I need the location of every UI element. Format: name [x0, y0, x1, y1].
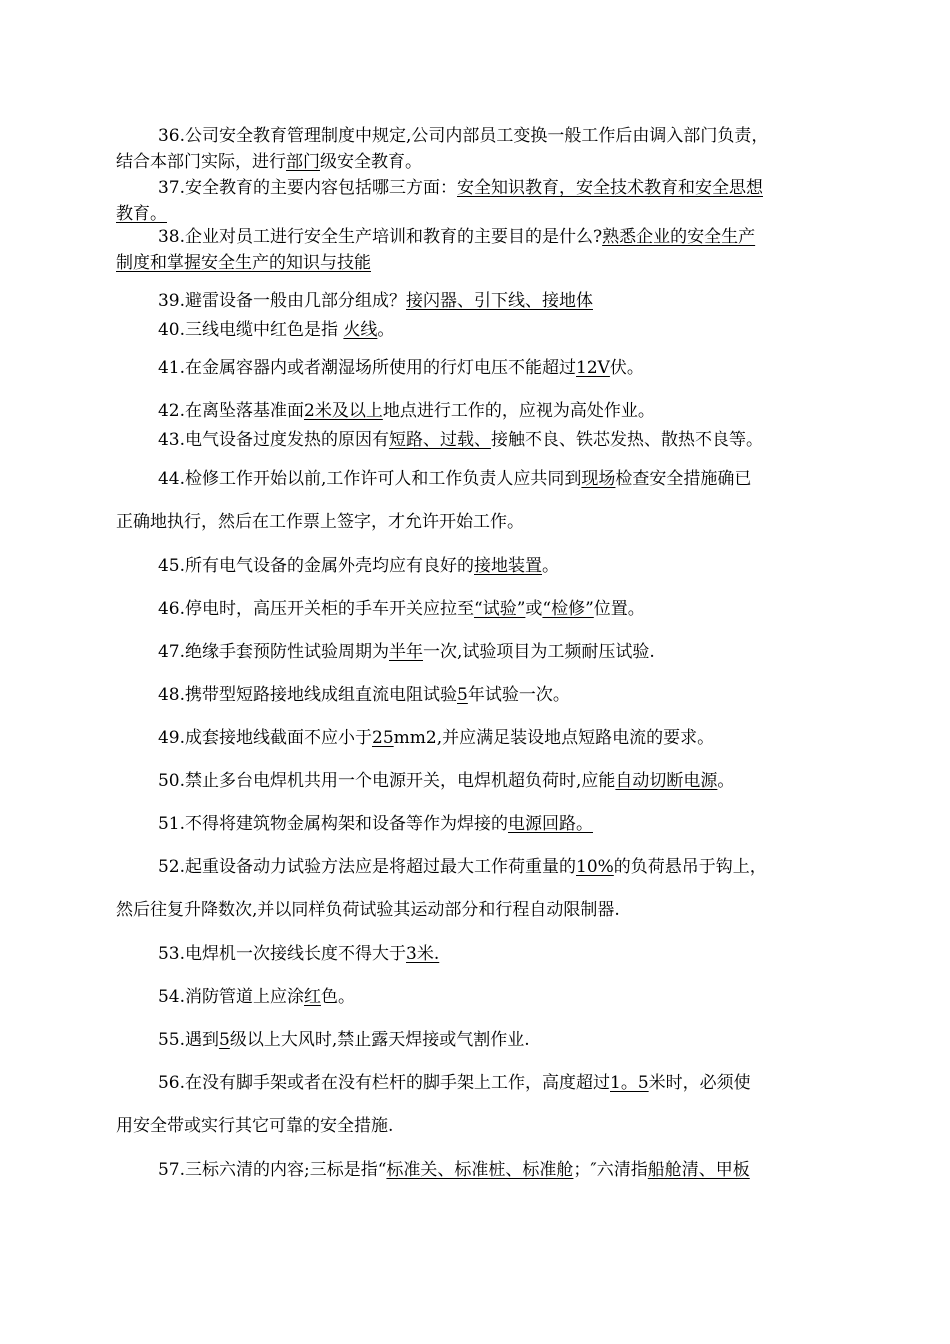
line-1	[116, 553, 838, 579]
line-1	[116, 427, 838, 453]
question-text: 在离坠落基准面	[185, 401, 304, 421]
question-56	[116, 1070, 838, 1139]
answer-text: 5	[219, 1030, 230, 1050]
question-text: 正确地执行，然后在工作票上签字，才允许开始工作。	[116, 512, 524, 532]
question-text: 。	[542, 556, 559, 576]
question-46	[116, 596, 838, 622]
question-text: 三标六清的内容;三标是指“	[185, 1160, 387, 1180]
answer-text: 10%	[576, 857, 614, 877]
question-text: 停电时，高压开关柜的手车开关应拉至	[185, 599, 474, 619]
answer-text: 熟悉企业的安全生产	[602, 227, 756, 247]
question-number: 54.	[157, 987, 185, 1007]
question-text: 年试验一次。	[467, 685, 570, 705]
line-1	[116, 1070, 838, 1096]
question-text: 。	[717, 771, 735, 791]
question-text: 安全教育的主要内容包括哪三方面：	[185, 178, 457, 198]
question-51	[116, 811, 838, 837]
question-text: 然后往复升降数次,并以同样负荷试验其运动部分和行程自动限制器.	[116, 900, 620, 920]
question-text: 或	[525, 599, 543, 619]
question-49	[116, 725, 838, 751]
question-text: 接触不良、铁芯发热、散热不良等。	[491, 430, 763, 450]
answer-text: 安全知识教育，安全技术教育和安全思想	[457, 178, 763, 198]
line-1	[116, 1157, 838, 1183]
answer-text: 25	[372, 728, 394, 748]
question-text: 级以上大风时,禁止露天焊接或气割作业.	[229, 1030, 530, 1050]
line-1	[116, 768, 838, 794]
question-text: 三线电缆中红色是指	[185, 320, 344, 340]
question-text: mm2,并应满足装设地点短路电流的要求。	[393, 728, 715, 748]
question-text: 级安全教育。	[320, 152, 422, 172]
question-43	[116, 427, 838, 453]
line-1	[116, 984, 838, 1010]
question-53	[116, 941, 838, 967]
question-number: 44.	[157, 469, 185, 489]
question-text: 米时，必须使	[648, 1073, 751, 1093]
line-1	[116, 811, 838, 837]
question-57	[116, 1157, 838, 1183]
question-text: 企业对员工进行安全生产培训和教育的主要目的是什么?	[185, 227, 603, 247]
question-text: 消防管道上应涂	[185, 987, 304, 1007]
question-text: 用安全带或实行其它可靠的安全措施.	[116, 1116, 394, 1136]
question-number: 41.	[157, 358, 185, 378]
question-number: 52.	[157, 857, 185, 877]
line-2	[116, 509, 838, 535]
question-52	[116, 854, 838, 923]
question-number: 45.	[157, 556, 185, 576]
question-text: 结合本部门实际，进行	[116, 152, 286, 172]
question-number: 37.	[157, 178, 185, 198]
question-number: 43.	[157, 430, 185, 450]
question-48	[116, 682, 838, 708]
question-text: 不得将建筑物金属构架和设备等作为焊接的	[185, 814, 508, 834]
answer-text: 现场	[581, 469, 616, 489]
line-2	[116, 897, 838, 923]
question-text: 起重设备动力试验方法应是将超过最大工作荷重量的	[185, 857, 576, 877]
line-1	[116, 317, 838, 343]
line-1	[116, 941, 838, 967]
question-number: 50.	[157, 771, 185, 791]
question-number: 40.	[157, 320, 185, 340]
answer-text: 电源回路。	[508, 814, 593, 834]
question-text: 禁止多台电焊机共用一个电源开关，电焊机超负荷时,应能	[185, 771, 616, 791]
answer-text: 接地装置	[474, 556, 542, 576]
line-1	[116, 466, 838, 492]
line-1	[116, 682, 838, 708]
question-text: ；″六清指	[573, 1160, 648, 1180]
question-text: 检查安全措施确已	[615, 469, 752, 489]
answer-text: 红	[304, 987, 321, 1007]
answer-text: “检修”	[542, 599, 594, 619]
question-number: 38.	[157, 227, 185, 247]
line-1	[116, 123, 838, 149]
question-45	[116, 553, 838, 579]
question-number: 51.	[157, 814, 185, 834]
answer-text: “试验”	[474, 599, 526, 619]
question-36	[116, 123, 838, 175]
line-2	[116, 250, 838, 276]
question-text: 地点进行工作的，应视为高处作业。	[382, 401, 655, 421]
line-2	[116, 1113, 838, 1139]
question-number: 55.	[157, 1030, 185, 1050]
question-text: 位置。	[593, 599, 645, 619]
line-2	[116, 149, 838, 175]
question-text: 携带型短路接地线成组直流电阻试验	[185, 685, 457, 705]
answer-text: 12V	[576, 358, 610, 378]
question-37	[116, 175, 838, 227]
answer-text: 短路、过载、	[389, 430, 491, 450]
question-38	[116, 224, 838, 276]
answer-text: 教育。	[116, 204, 167, 224]
question-41	[116, 355, 838, 381]
question-text: 检修工作开始以前,工作许可人和工作负责人应共同到	[185, 469, 582, 489]
answer-text: 自动切断电源	[615, 771, 718, 791]
question-number: 56.	[157, 1073, 185, 1093]
line-1	[116, 224, 838, 250]
question-text: 电气设备过度发热的原因有	[185, 430, 389, 450]
question-number: 48.	[157, 685, 185, 705]
answer-text: 船舱清、甲板	[647, 1160, 750, 1180]
answer-text: 标准关、标准桩、标准舱	[386, 1160, 574, 1180]
question-text: 在金属容器内或者潮湿场所使用的行灯电压不能超过	[185, 358, 576, 378]
answer-text: 3米.	[406, 944, 440, 964]
question-text: 电焊机一次接线长度不得大于	[185, 944, 406, 964]
question-54	[116, 984, 838, 1010]
line-1	[116, 398, 838, 424]
line-1	[116, 725, 838, 751]
question-text: 在没有脚手架或者在没有栏杆的脚手架上工作，高度超过	[185, 1073, 610, 1093]
answer-text: 2米及以上	[304, 401, 383, 421]
line-1	[116, 288, 838, 314]
answer-text: 1。5	[610, 1073, 649, 1093]
question-number: 36.	[157, 126, 185, 146]
question-44	[116, 466, 838, 535]
line-1	[116, 1027, 838, 1053]
line-1	[116, 175, 838, 201]
question-47	[116, 639, 838, 665]
question-number: 47.	[157, 642, 185, 662]
question-text: 遇到	[185, 1030, 219, 1050]
answer-text: 部门	[286, 152, 320, 172]
question-text: 色。	[321, 987, 355, 1007]
question-text: 成套接地线截面不应小于	[185, 728, 372, 748]
line-1	[116, 355, 838, 381]
question-number: 42.	[157, 401, 185, 421]
question-text: 所有电气设备的金属外壳均应有良好的	[185, 556, 474, 576]
question-42	[116, 398, 838, 424]
line-1	[116, 854, 838, 880]
answer-text: 5	[457, 685, 468, 705]
line-1	[116, 596, 838, 622]
question-55	[116, 1027, 838, 1053]
answer-text: 半年	[389, 642, 423, 662]
question-text: 伏。	[609, 358, 644, 378]
question-number: 39.	[157, 291, 185, 311]
question-text: 公司安全教育管理制度中规定,公司内部员工变换一般工作后由调入部门负责，	[185, 126, 769, 146]
question-number: 53.	[157, 944, 185, 964]
question-40	[116, 317, 838, 343]
question-number: 46.	[157, 599, 185, 619]
answer-text: 火线	[343, 320, 378, 340]
question-number: 57.	[157, 1160, 185, 1180]
question-text: 绝缘手套预防性试验周期为	[185, 642, 389, 662]
answer-text: 接闪器、引下线、接地体	[406, 291, 593, 311]
question-text: 一次,试验项目为工频耐压试验.	[423, 642, 655, 662]
line-1	[116, 639, 838, 665]
question-39	[116, 288, 838, 314]
answer-text: 制度和掌握安全生产的知识与技能	[116, 253, 371, 273]
question-text: 。	[377, 320, 395, 340]
question-text: 的负荷悬吊于钩上，	[613, 857, 767, 877]
question-number: 49.	[157, 728, 185, 748]
question-text: 避雷设备一般由几部分组成？	[185, 291, 406, 311]
question-50	[116, 768, 838, 794]
